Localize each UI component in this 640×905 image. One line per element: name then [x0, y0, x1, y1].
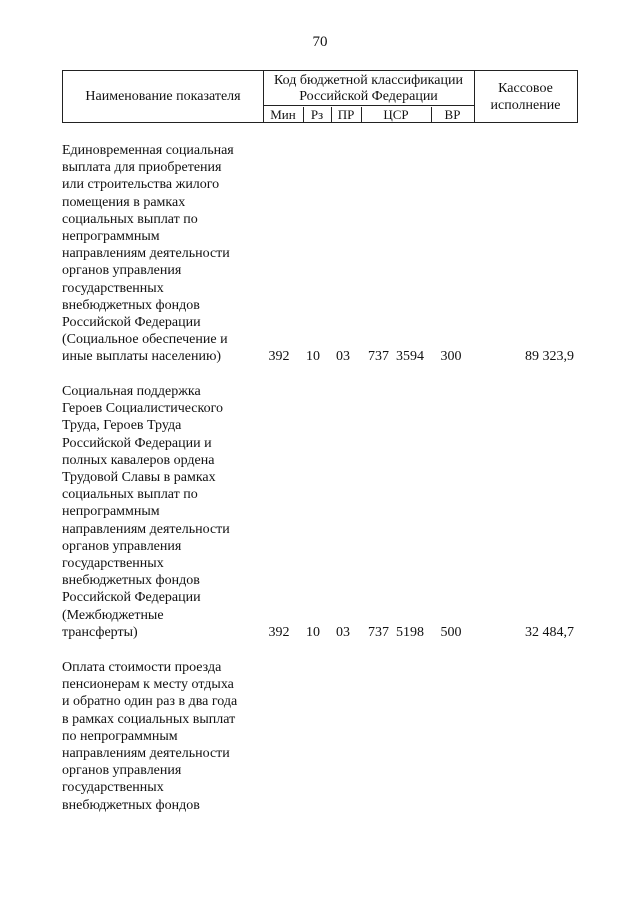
- header-cash-column: Кассовое исполнение: [490, 80, 561, 113]
- table-row: [62, 142, 582, 366]
- row-name: Оплата стоимости проезда пенсионерам к месту отдыха и обратно один раз в два года в рамках социальных выплат по непрограммным направлениям деятельности органов управления государственных внебюджетных фондов: [62, 660, 238, 813]
- row-rz: 10: [306, 349, 320, 364]
- table-row: [62, 659, 582, 814]
- row-vr: 300: [440, 349, 462, 364]
- row-vr: 500: [440, 625, 462, 640]
- header-code-title: Код бюджетной классификации Российской Федерации: [263, 71, 474, 106]
- header-pr: ПР: [331, 107, 362, 122]
- row-min: 392: [268, 625, 290, 640]
- header-name-column: Наименование показателя: [63, 71, 264, 122]
- row-min: 392: [268, 349, 290, 364]
- table-header: [62, 70, 578, 123]
- page-number: 70: [312, 34, 328, 50]
- row-name: Единовременная социальная выплата для приобретения или строительства жилого помещения в рамках социальных выплат по непрограммным направлениям деятельности органов управления государственных внебюджетных фондов Российской Федерации (Социальное обеспечение и иные выплаты населению): [62, 143, 234, 365]
- row-csr: 737 3594: [368, 349, 424, 364]
- row-amount: 89 323,9: [525, 349, 574, 364]
- row-amount: 32 484,7: [525, 625, 574, 640]
- header-rz: Рз: [303, 107, 332, 122]
- table-row: [62, 383, 582, 641]
- row-pr: 03: [336, 625, 350, 640]
- header-min: Мин: [263, 107, 304, 122]
- row-csr: 737 5198: [368, 625, 424, 640]
- row-pr: 03: [336, 349, 350, 364]
- row-name: Социальная поддержка Героев Социалистического Труда, Героев Труда Российской Федерации и полных кавалеров ордена Трудовой Славы в рамках социальных выплат по непрограммным направлениям деятельности органов управления государственных внебюджетных фондов Российской Федерации (Межбюджетные трансферты): [62, 384, 230, 640]
- header-vr: ВР: [444, 107, 461, 122]
- row-rz: 10: [306, 625, 320, 640]
- header-code-group: [263, 71, 475, 122]
- header-csr: ЦСР: [361, 107, 432, 122]
